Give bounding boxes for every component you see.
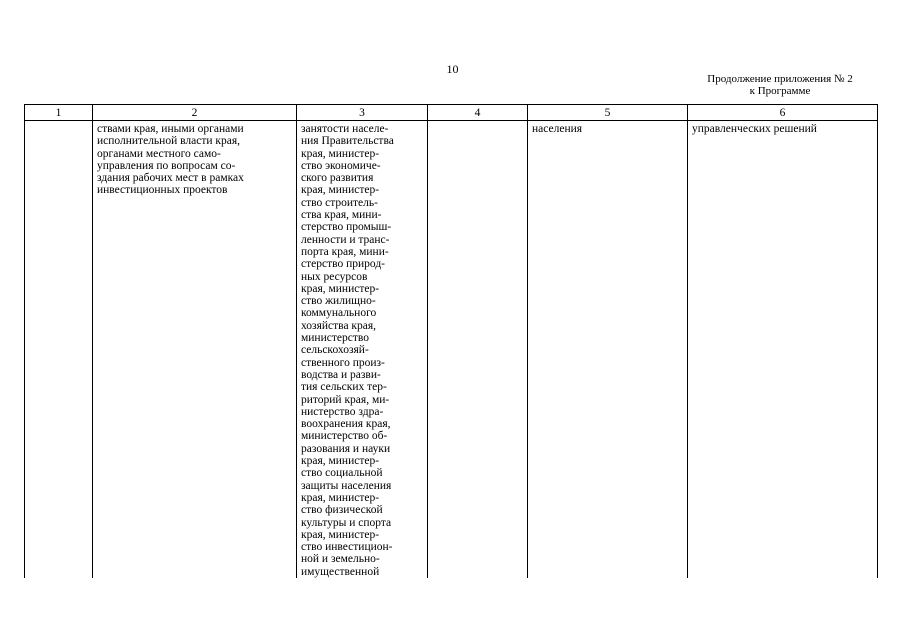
continuation-note [660,73,900,97]
table-row [25,121,878,578]
cell-col-2: ствами края, иными органами исполнительной власти края, органами местного само- управления по вопросам со- здания рабочих мест в рамках инвестиционных проектов [93,121,297,578]
continuation-line-1: Продолжение приложения № 2 [707,73,853,85]
column-header-3: 3 [297,105,428,121]
column-header-4: 4 [428,105,528,121]
column-header-5: 5 [528,105,688,121]
cell-col-5: населения [528,121,688,578]
page-number: 10 [446,62,459,76]
continuation-line-2: к Программе [749,85,811,97]
cell-col-6: управленческих решений [688,121,878,578]
column-header-2: 2 [93,105,297,121]
cell-col-3: занятости населе- ния Правительства края, министер- ство экономиче- ского развития края, министер- ство строитель- ства края, мини- стерство промыш- ленности и транс- порта края, мини- стерство природ- ных ресурсов края, министер- ство жилищно- коммунального хозяйства края, министерство сельскохозяй- ственного произ- водства и разви- тия сельских тер- риторий края, ми- нистерство здра- воохранения края, министерство об- разования и науки края, министер- ство социальной защиты населения края, министер- ство физической культуры и спорта края, министер- ство инвестицион- ной и земельно- имущественной [297,121,428,578]
cell-col-4 [428,121,528,578]
cell-col-1 [25,121,93,578]
column-header-1: 1 [25,105,93,121]
appendix-table [24,104,878,578]
column-header-6: 6 [688,105,878,121]
header-row [25,105,878,121]
